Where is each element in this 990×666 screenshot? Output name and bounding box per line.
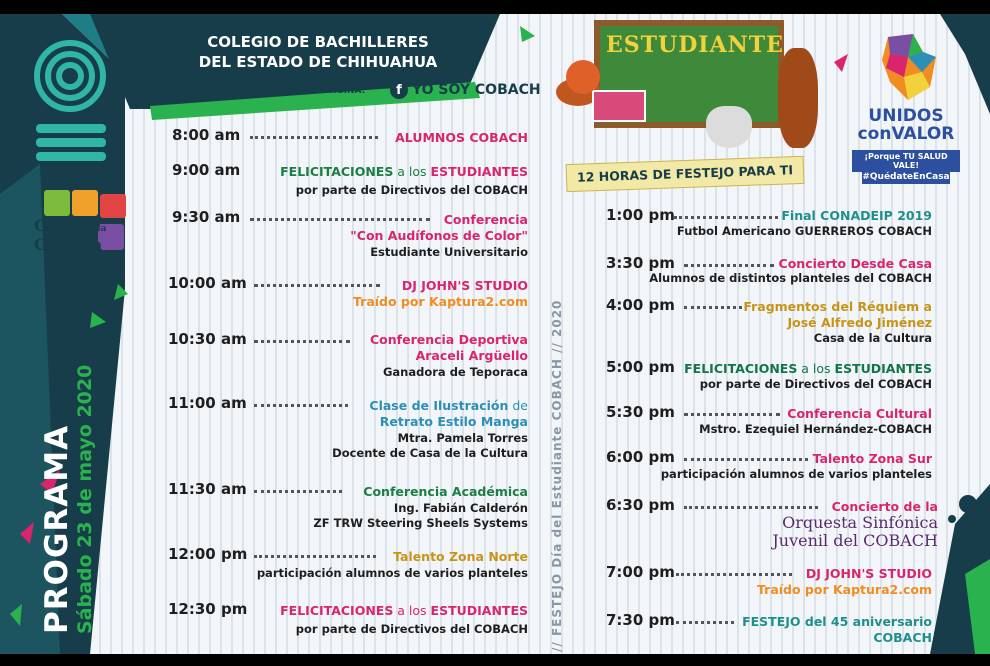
event-detail: Alumnos de distintos planteles del COBACH — [649, 271, 932, 285]
time-label: 10:30 am — [168, 330, 247, 348]
dot-leader — [250, 218, 430, 221]
title-part: ESTUDIANTES — [834, 361, 932, 376]
org-line1: COLEGIO DE BACHILLERES — [207, 33, 429, 51]
event-title-2: Traído por Kaptura2.com — [757, 582, 932, 597]
books-icon — [592, 90, 646, 122]
event-title-2: "Con Audífonos de Color" — [350, 228, 528, 243]
dot-leader — [254, 490, 342, 493]
dot-leader — [684, 458, 808, 461]
unidos-line2: conVALOR — [857, 124, 955, 144]
time-label: 3:30 pm — [606, 254, 675, 272]
casa-cultura-logo — [34, 190, 128, 260]
event-title: ALUMNOS COBACH — [395, 130, 528, 145]
title-part: Clase de Ilustración — [369, 398, 509, 413]
time-label: 7:30 pm — [606, 611, 675, 629]
event-title: FESTEJO del 45 aniversario — [742, 614, 932, 629]
cultura-label: Cultura — [34, 235, 103, 254]
music-icon — [72, 190, 98, 216]
festejo-ribbon: 12 HORAS DE FESTEJO PARA TI — [566, 156, 805, 192]
event-title-2: Orquesta Sinfónica — [782, 513, 938, 532]
title-part: ESTUDIANTES — [430, 603, 528, 618]
violin-icon — [778, 48, 818, 148]
event-title: Talento Zona Norte — [393, 549, 528, 564]
dot-leader — [254, 340, 350, 343]
event-detail: participación alumnos de varios planteles — [256, 566, 528, 580]
programa-banner — [40, 365, 96, 634]
facebook-page-link[interactable] — [390, 78, 541, 104]
time-label: 10:00 am — [168, 274, 247, 292]
time-label: 6:00 pm — [606, 448, 675, 466]
cobach-logo-icon — [32, 36, 110, 166]
dot-leader — [254, 284, 380, 287]
event-detail: Futbol Americano GUERREROS COBACH — [676, 224, 932, 238]
unidos-tagline: ¡Porque TU SALUD VALE! — [852, 150, 960, 172]
dot-leader — [684, 306, 742, 309]
quedate-hashtag: #QuédateEnCasa — [862, 172, 950, 182]
title-part: a los — [393, 603, 431, 618]
art-icon — [100, 194, 126, 218]
event-detail: por parte de Directivos del COBACH — [699, 377, 932, 391]
event-title: Talento Zona Sur — [812, 451, 932, 466]
transmit-text: SE TRANSMITIRÁ A TRAVÉS DE LA PÁGINA: — [150, 86, 366, 96]
event-detail: Casa de la Cultura — [813, 331, 932, 345]
event-title: DJ JOHN'S STUDIO — [401, 278, 528, 293]
event-title: Conferencia Deportiva — [370, 332, 528, 347]
event-title: Conferencia — [443, 212, 528, 227]
chalkboard-word: ESTUDIANTE — [606, 32, 784, 58]
time-label: 1:00 pm — [606, 206, 675, 224]
event-detail-2: Docente de Casa de la Cultura — [332, 446, 528, 460]
programa-date: Sábado 23 de mayo 2020 — [74, 364, 96, 634]
unidos-line1: UNIDOS — [868, 106, 944, 126]
title-part: a los — [797, 361, 835, 376]
dot-leader — [684, 413, 780, 416]
event-detail: Mtra. Pamela Torres — [397, 431, 528, 445]
time-label: 8:00 am — [172, 126, 241, 144]
time-label: 5:00 pm — [606, 358, 675, 376]
event-detail: por parte de Directivos del COBACH — [295, 183, 528, 197]
event-title: Final CONADEIP 2019 — [781, 208, 932, 223]
dot-leader — [676, 621, 734, 624]
culture-icon — [44, 190, 70, 216]
event-detail: Estudiante Universitario — [370, 245, 528, 259]
title-part: FELICITACIONES — [684, 361, 798, 376]
event-title: Concierto Desde Casa — [778, 256, 932, 271]
title-part: de — [508, 398, 528, 413]
spine-text: // FESTEJO Día del Estudiante COBACH // 2020 — [550, 299, 564, 652]
de-la-label: de la — [82, 224, 107, 234]
time-label: 5:30 pm — [606, 403, 675, 421]
time-label: 12:00 pm — [168, 545, 248, 563]
event-title: Conferencia Cultural — [787, 406, 932, 421]
dot-leader — [676, 573, 792, 576]
event-title-2: Traído por Kaptura2.com — [353, 294, 528, 309]
event-title-2: Retrato Estilo Manga — [379, 414, 528, 429]
title-part: a los — [393, 164, 431, 179]
org-line2: DEL ESTADO DE CHIHUAHUA — [198, 53, 438, 71]
event-detail: Ganadora de Teporaca — [382, 365, 528, 379]
time-label: 7:00 pm — [606, 563, 675, 581]
event-detail: participación alumnos de varios planteles — [660, 467, 932, 481]
page-name: YO SOY COBACH — [412, 82, 541, 98]
event-title: Fragmentos del Réquiem a — [743, 299, 932, 314]
casa-label: Casa — [34, 216, 77, 235]
event-title-2: COBACH — [873, 630, 932, 645]
event-title — [369, 398, 528, 413]
time-label: 9:30 am — [172, 208, 241, 226]
event-title-2: Araceli Argüello — [415, 348, 528, 363]
title-part: FELICITACIONES — [280, 603, 394, 618]
dot-leader — [250, 136, 378, 139]
event-detail: Ing. Fabián Calderón — [393, 501, 528, 515]
title-part: FELICITACIONES — [280, 164, 394, 179]
basketball-icon — [566, 60, 600, 94]
event-title: Conferencia Académica — [363, 484, 528, 499]
time-label: 9:00 am — [172, 161, 241, 179]
event-title — [280, 603, 528, 618]
dot-leader — [684, 264, 774, 267]
theater-masks-icon — [706, 106, 752, 148]
event-title-2: José Alfredo Jiménez — [787, 315, 932, 330]
facebook-icon: f — [390, 81, 408, 99]
title-part: ESTUDIANTES — [430, 164, 528, 179]
event-title — [684, 361, 932, 376]
time-label: 12:30 pm — [168, 600, 248, 618]
event-title — [280, 164, 528, 179]
poster — [0, 14, 990, 654]
unidos-logo — [850, 32, 962, 192]
event-title: DJ JOHN'S STUDIO — [805, 566, 932, 581]
time-label: 11:00 am — [168, 394, 247, 412]
dot-leader — [254, 555, 376, 558]
org-title — [168, 32, 468, 72]
dot-leader — [674, 216, 778, 219]
event-title-3: Juvenil del COBACH — [772, 531, 938, 550]
event-detail: Mstro. Ezequiel Hernández-COBACH — [699, 422, 932, 436]
time-label: 11:30 am — [168, 480, 247, 498]
event-title: Concierto de la — [831, 499, 938, 514]
event-detail-2: ZF TRW Steering Sheels Systems — [313, 516, 528, 530]
time-label: 6:30 pm — [606, 496, 675, 514]
event-detail: por parte de Directivos del COBACH — [295, 622, 528, 636]
chihuahua-map-icon — [878, 32, 938, 102]
time-label: 4:00 pm — [606, 296, 675, 314]
programa-title: PROGRAMA — [39, 424, 75, 634]
dot-leader — [684, 506, 818, 509]
dot-leader — [254, 404, 348, 407]
